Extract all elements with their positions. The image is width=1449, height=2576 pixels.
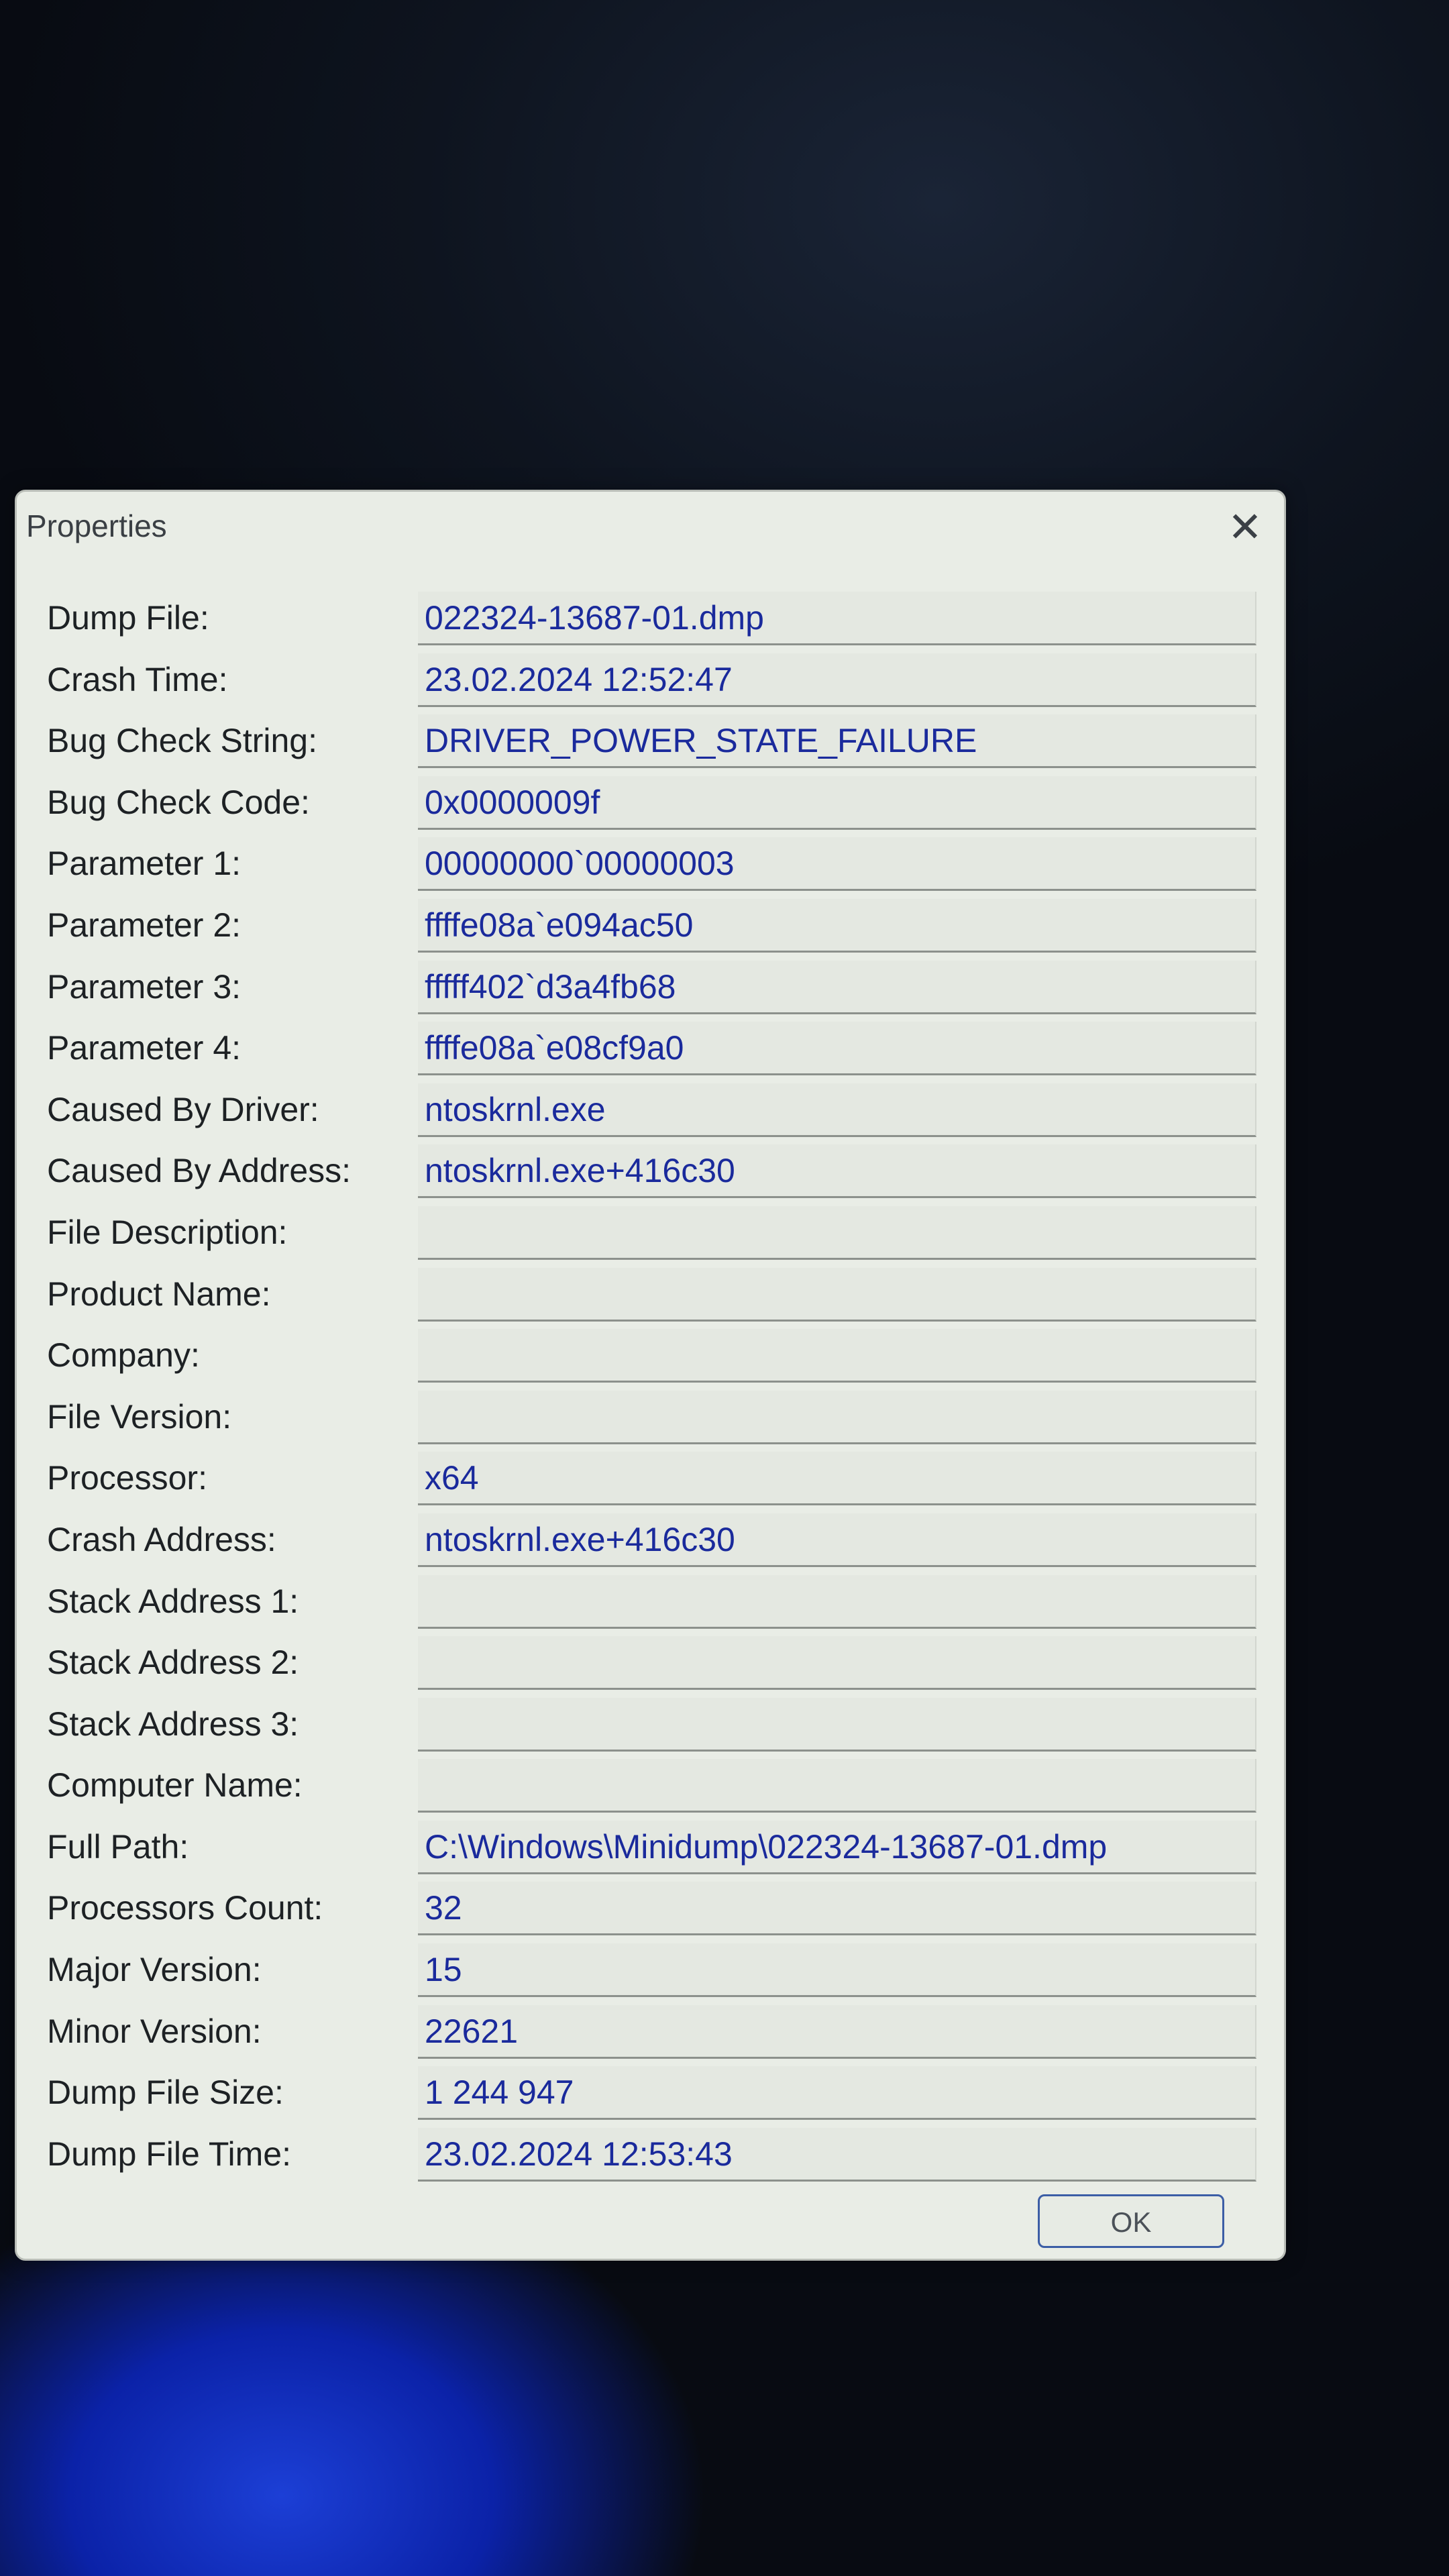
- property-value-field[interactable]: [418, 2005, 1256, 2059]
- property-row: [17, 1511, 1284, 1572]
- property-value-field[interactable]: [418, 1022, 1256, 1075]
- property-value-field[interactable]: [418, 714, 1256, 768]
- property-row: [17, 589, 1284, 651]
- property-row: [17, 1265, 1284, 1327]
- property-row: [17, 1941, 1284, 2002]
- property-value-field[interactable]: [418, 1575, 1256, 1629]
- property-value-field[interactable]: [418, 776, 1256, 830]
- property-label: Parameter 1:: [47, 845, 241, 883]
- property-label: Parameter 2:: [47, 906, 241, 944]
- property-label: Parameter 4:: [47, 1029, 241, 1067]
- property-label: Full Path:: [47, 1827, 189, 1866]
- property-row: [17, 1756, 1284, 1818]
- property-value: x64: [425, 1459, 479, 1497]
- property-row: [17, 1019, 1284, 1081]
- property-value-field[interactable]: [418, 1452, 1256, 1505]
- property-value-field[interactable]: [418, 1943, 1256, 1997]
- ok-button[interactable]: OK: [1038, 2194, 1224, 2248]
- property-value: 22621: [425, 2012, 519, 2050]
- property-value-field[interactable]: [418, 1821, 1256, 1874]
- properties-dialog: [15, 490, 1286, 2261]
- property-label: Company:: [47, 1336, 200, 1375]
- property-value: ffffe08a`e094ac50: [425, 906, 694, 944]
- property-label: Caused By Driver:: [47, 1090, 319, 1128]
- property-value: 32: [425, 1889, 462, 1927]
- property-value: fffff402`d3a4fb68: [425, 967, 676, 1006]
- property-label: Dump File Size:: [47, 2074, 284, 2112]
- property-value-field[interactable]: [418, 1636, 1256, 1690]
- property-value: 23.02.2024 12:52:47: [425, 660, 733, 698]
- property-value-field[interactable]: [418, 837, 1256, 891]
- property-row: [17, 1879, 1284, 1941]
- property-value-field[interactable]: [418, 1882, 1256, 1935]
- window-title: Properties: [26, 508, 167, 543]
- property-row: [17, 958, 1284, 1020]
- property-row: [17, 1142, 1284, 1203]
- title-bar: [17, 492, 1284, 566]
- property-label: Computer Name:: [47, 1766, 303, 1805]
- property-row: [17, 773, 1284, 835]
- property-label: Dump File Time:: [47, 2135, 291, 2173]
- property-value: ntoskrnl.exe+416c30: [425, 1520, 735, 1558]
- property-value-field[interactable]: [418, 1206, 1256, 1260]
- property-label: Minor Version:: [47, 2012, 262, 2050]
- property-row: [17, 2002, 1284, 2064]
- property-value-field[interactable]: [418, 899, 1256, 953]
- property-row: [17, 1818, 1284, 1880]
- property-row: [17, 1695, 1284, 1757]
- close-icon[interactable]: ✕: [1228, 504, 1263, 551]
- property-list: [17, 589, 1284, 2186]
- property-value-field[interactable]: [418, 2066, 1256, 2120]
- property-label: Stack Address 1:: [47, 1582, 299, 1620]
- property-value: ntoskrnl.exe+416c30: [425, 1152, 735, 1190]
- property-value-field[interactable]: [418, 1759, 1256, 1813]
- property-label: Parameter 3:: [47, 967, 241, 1006]
- property-row: [17, 712, 1284, 773]
- property-value: ffffe08a`e08cf9a0: [425, 1029, 684, 1067]
- property-label: Processors Count:: [47, 1889, 323, 1927]
- property-value: 00000000`00000003: [425, 845, 735, 883]
- property-value: 15: [425, 1951, 462, 1989]
- property-label: Crash Address:: [47, 1520, 276, 1558]
- property-label: File Version:: [47, 1397, 232, 1436]
- property-value: 1 244 947: [425, 2074, 574, 2112]
- property-value-field[interactable]: [418, 653, 1256, 707]
- property-label: File Description:: [47, 1213, 288, 1251]
- property-label: Bug Check String:: [47, 722, 317, 760]
- property-label: Stack Address 2:: [47, 1644, 299, 1682]
- property-value: ntoskrnl.exe: [425, 1090, 606, 1128]
- property-value: 022324-13687-01.dmp: [425, 599, 764, 637]
- property-label: Major Version:: [47, 1951, 262, 1989]
- property-value-field[interactable]: [418, 1268, 1256, 1322]
- property-label: Stack Address 3:: [47, 1705, 299, 1743]
- property-value-field[interactable]: [418, 1391, 1256, 1444]
- property-label: Caused By Address:: [47, 1152, 352, 1190]
- property-row: [17, 1572, 1284, 1634]
- property-row: [17, 2125, 1284, 2187]
- property-value-field[interactable]: [418, 1083, 1256, 1137]
- property-row: [17, 2063, 1284, 2125]
- property-value-field[interactable]: [418, 1329, 1256, 1383]
- property-value-field[interactable]: [418, 592, 1256, 645]
- property-value-field[interactable]: [418, 1698, 1256, 1752]
- property-value-field[interactable]: [418, 1144, 1256, 1198]
- property-label: Dump File:: [47, 599, 209, 637]
- property-row: [17, 896, 1284, 958]
- property-label: Bug Check Code:: [47, 783, 310, 821]
- property-row: [17, 651, 1284, 712]
- property-label: Product Name:: [47, 1275, 271, 1313]
- property-value-field[interactable]: [418, 961, 1256, 1014]
- property-row: [17, 835, 1284, 896]
- property-row: [17, 1081, 1284, 1142]
- property-value-field[interactable]: [418, 1513, 1256, 1567]
- property-value: 23.02.2024 12:53:43: [425, 2135, 733, 2173]
- property-row: [17, 1326, 1284, 1388]
- property-row: [17, 1633, 1284, 1695]
- property-row: [17, 1449, 1284, 1511]
- property-value: 0x0000009f: [425, 783, 600, 821]
- property-label: Processor:: [47, 1459, 207, 1497]
- property-row: [17, 1388, 1284, 1450]
- property-row: [17, 1203, 1284, 1265]
- property-value-field[interactable]: [418, 2128, 1256, 2182]
- property-value: C:\Windows\Minidump\022324-13687-01.dmp: [425, 1827, 1108, 1866]
- property-label: Crash Time:: [47, 660, 228, 698]
- property-value: DRIVER_POWER_STATE_FAILURE: [425, 722, 977, 760]
